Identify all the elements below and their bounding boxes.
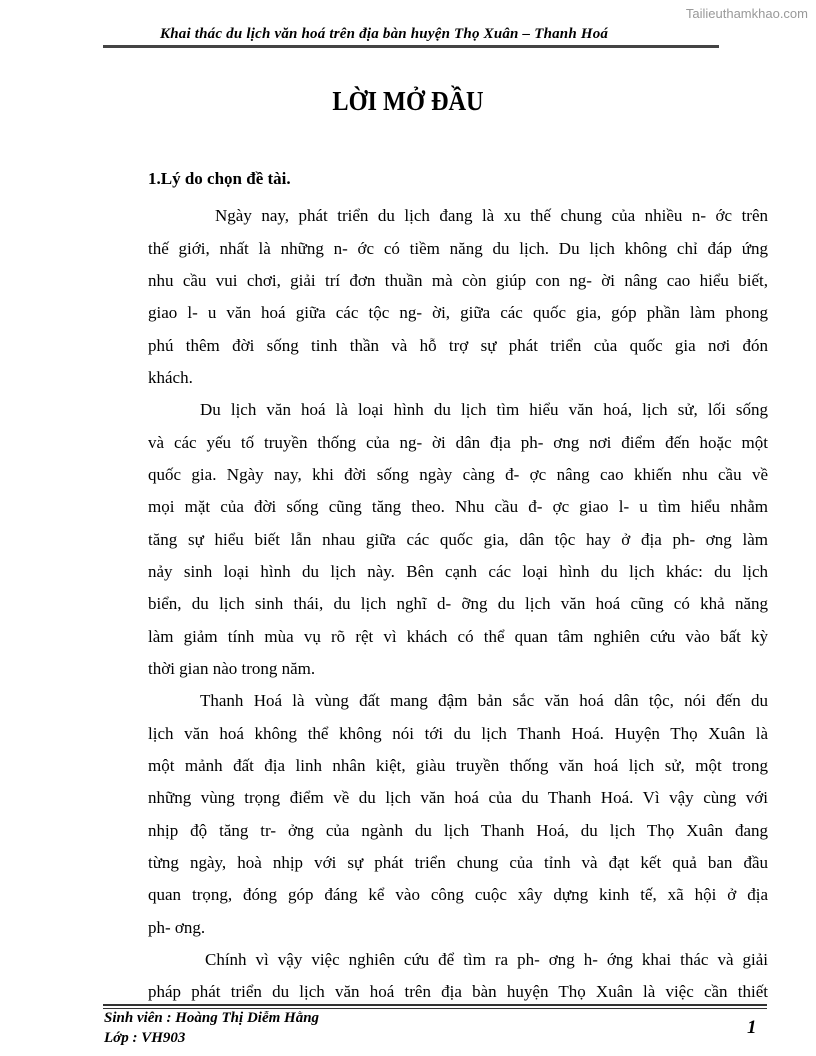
text-line: nhu cầu vui chơi, giải trí đơn thuần mà còn giúp con ng- ời nâng cao hiểu biết, <box>148 271 768 290</box>
page-title: LỜI MỞ ĐẦU <box>332 86 484 116</box>
text-line: Thanh Hoá là vùng đất mang đậm bản sắc văn hoá dân tộc, nói đến du <box>200 691 768 710</box>
text-line: làm giảm tính mùa vụ rõ rệt vì khách có thể quan tâm nghiên cứu vào bất kỳ <box>148 627 768 646</box>
footer-student: Sinh viên : Hoàng Thị Diễm Hằng <box>104 1010 320 1026</box>
footer-rule <box>103 1004 767 1006</box>
text-line: lịch văn hoá không thể không nói tới du lịch Thanh Hoá. Huyện Thọ Xuân là <box>148 724 768 743</box>
text-line: quan trọng, đóng góp đáng kể vào công cuộc xây dựng kinh tế, xã hội ở địa <box>148 885 768 904</box>
text-line: mọi mặt của đời sống cũng tăng theo. Nhu cầu đ- ợc giao l- u tìm hiểu nhằm <box>148 497 768 516</box>
text-line: pháp phát triển du lịch văn hoá trên địa bàn huyện Thọ Xuân là việc cần thiết <box>148 982 768 1001</box>
section-heading: 1.Lý do chọn đề tài. <box>148 169 291 188</box>
text-line: Du lịch văn hoá là loại hình du lịch tìm hiểu văn hoá, lịch sử, lối sống <box>200 400 768 419</box>
running-header: Khai thác du lịch văn hoá trên địa bàn huyện Thọ Xuân – Thanh Hoá <box>160 26 609 42</box>
text-line: và các yếu tố truyền thống của ng- ời dân địa ph- ơng nơi điểm đến hoặc một <box>148 433 768 452</box>
text-line: thời gian nào trong năm. <box>148 659 316 678</box>
page-number: 1 <box>747 1017 757 1038</box>
text-line: tăng sự hiểu biết lẫn nhau giữa các quốc gia, dân tộc hay ở địa ph- ơng làm <box>148 530 768 549</box>
text-line: Ngày nay, phát triển du lịch đang là xu thế chung của nhiều n- ớc trên <box>215 206 768 225</box>
text-line: một mảnh đất địa linh nhân kiệt, giàu truyền thống văn hoá lịch sử, một trong <box>148 756 768 775</box>
text-line: nảy sinh loại hình du lịch này. Bên cạnh các loại hình du lịch khác: du lịch <box>148 562 768 581</box>
text-line: thế giới, nhất là những n- ớc có tiềm năng du lịch. Du lịch không chỉ đáp ứng <box>148 239 768 258</box>
text-line: những vùng trọng điểm về du lịch văn hoá của du Thanh Hoá. Vì vậy cùng với <box>148 788 768 807</box>
watermark: Tailieuthamkhao.com <box>685 6 808 21</box>
footer-rule-thin <box>103 1008 767 1009</box>
footer-class: Lớp : VH903 <box>104 1030 186 1046</box>
header-rule <box>103 45 719 48</box>
text-line: ph- ơng. <box>148 918 206 937</box>
text-line: Chính vì vậy việc nghiên cứu để tìm ra ph- ơng h- ớng khai thác và giải <box>205 950 768 969</box>
text-line: khách. <box>148 368 193 387</box>
text-line: nhịp độ tăng tr- ởng của ngành du lịch Thanh Hoá, du lịch Thọ Xuân đang <box>148 821 768 840</box>
text-line: giao l- u văn hoá giữa các tộc ng- ời, giữa các quốc gia, góp phần làm phong <box>148 303 768 322</box>
text-line: từng ngày, hoà nhịp với sự phát triển chung của tỉnh và đạt kết quả ban đầu <box>148 853 768 872</box>
text-line: biển, du lịch sinh thái, du lịch nghĩ d- ỡng du lịch văn hoá cũng có khả năng <box>148 594 768 613</box>
text-line: quốc gia. Ngày nay, khi đời sống ngày càng đ- ợc nâng cao khiến nhu cầu về <box>148 465 768 484</box>
text-line: phú thêm đời sống tinh thần và hỗ trợ sự phát triển của quốc gia nơi đón <box>148 336 768 355</box>
